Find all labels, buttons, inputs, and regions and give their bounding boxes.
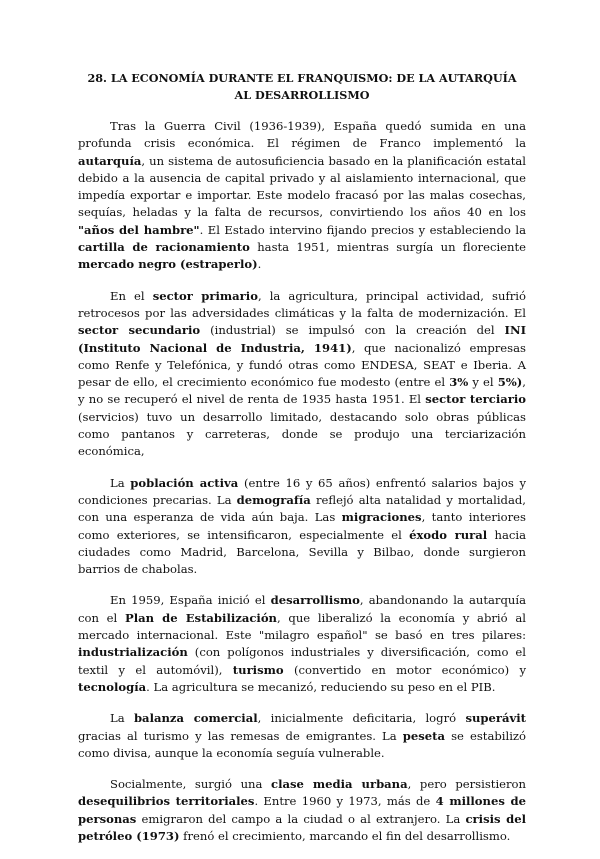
bold-term: población activa — [130, 475, 239, 490]
bold-term: peseta — [402, 728, 446, 743]
text-run: , inicialmente deficitaria, logró — [257, 711, 466, 726]
bold-term: 3% — [449, 375, 469, 390]
text-run: , que nacionalizó empresas como Renfe y Telefónica, y fundó otras como ENDESA, SEAT e Iberia. A pesar de ello, el crecimiento económico fue modesto (entre el — [78, 340, 526, 390]
paragraph-desarrollismo — [78, 592, 526, 696]
text-run: La — [110, 475, 131, 490]
text-run: y el — [468, 375, 498, 390]
bold-term: "años del hambre" — [78, 222, 200, 237]
text-run: . El Estado intervino fijando precios y estableciendo la — [199, 222, 526, 237]
bold-term: sector secundario — [78, 323, 201, 338]
text-run: gracias al turismo y las remesas de emigrantes. La — [78, 728, 403, 743]
text-run: (industrial) se impulsó con la creación del — [200, 323, 505, 338]
bold-term: INI (Instituto Nacional de Industria, 1941) — [78, 323, 526, 355]
text-run: , pero persistieron — [407, 777, 526, 792]
text-run: , un sistema de autosuficiencia basado en la planificación estatal debido a la ausencia de capital privado y al aislamiento internacional, que impedía exportar e importar. Este modelo fracasó por las malas cosechas, sequías, heladas y la falta de recursos, convirtiendo los años 40 en los — [78, 153, 526, 220]
bold-term: balanza comercial — [133, 711, 258, 726]
bold-term: clase media urbana — [271, 777, 408, 792]
document-page — [78, 70, 526, 859]
bold-term: demografía — [236, 492, 311, 507]
text-run: . — [257, 257, 262, 272]
bold-term: migraciones — [341, 510, 422, 525]
text-run: , tanto interiores como exteriores, se intensificaron, especialmente el — [78, 510, 526, 542]
bold-term: sector terciario — [425, 392, 526, 407]
bold-term: mercado negro (estraperlo) — [78, 257, 258, 272]
text-run: . Entre 1960 y 1973, más de — [254, 794, 436, 809]
text-run: En el — [110, 288, 153, 303]
paragraph-poblacion — [78, 475, 526, 579]
bold-term: desequilibrios territoriales — [78, 794, 255, 809]
text-run: hasta 1951, mientras surgía un floreciente — [249, 240, 526, 255]
text-run: , que liberalizó la economía y abrió al mercado internacional. Este "milagro español" se basó en tres pilares: — [78, 610, 526, 643]
paragraph-balanza — [78, 710, 526, 762]
text-run: reflejó alta natalidad y mortalidad, con una esperanza de vida aún baja. Las — [78, 492, 526, 525]
text-run: (con polígonos industriales y diversificación, como el textil y el automóvil), — [78, 645, 526, 677]
text-run: , la agricultura, principal actividad, sufrió retrocesos por las adversidades climáticas y la falta de modernización. El — [78, 288, 526, 320]
paragraph-sectores — [78, 288, 526, 461]
text-run: , y no se recuperó el nivel de renta de 1935 hasta 1951. El — [78, 375, 526, 407]
bold-term: cartilla de racionamiento — [78, 240, 250, 255]
bold-term: industrialización — [78, 645, 188, 660]
bold-term: 4 millones de personas — [78, 794, 527, 826]
text-run: (convertido en motor económico) y — [283, 662, 526, 677]
bold-term: Plan de Estabilización — [124, 610, 277, 625]
bold-term: 5%) — [497, 375, 523, 390]
text-run: se estabilizó como divisa, aunque la economía seguía vulnerable. — [78, 728, 527, 760]
bold-term: tecnología — [78, 679, 147, 694]
bold-term: desarrollismo — [270, 593, 360, 608]
bold-term: sector primario — [152, 288, 258, 303]
text-run: La — [110, 711, 134, 726]
bold-term: turismo — [232, 662, 284, 677]
paragraph-autarquia — [78, 118, 526, 274]
bold-term: éxodo rural — [409, 527, 488, 542]
bold-term: autarquía — [78, 153, 142, 168]
text-run: , abandonando la autarquía con el — [78, 593, 526, 625]
text-run: (servicios) tuvo un desarrollo limitado, destacando solo obras públicas como pantanos y carreteras, donde se produjo una terciarización económica, — [78, 409, 526, 459]
text-run: En 1959, España inició el — [110, 593, 271, 608]
page-title: 28. LA ECONOMÍA DURANTE EL FRANQUISMO: DE LA AUTARQUÍA AL DESARROLLISMO — [87, 71, 517, 102]
text-run: emigraron del campo a la ciudad o al extranjero. La — [136, 811, 466, 826]
paragraph-sociedad — [78, 776, 526, 845]
text-run: (entre 16 y 65 años) enfrentó salarios bajos y condiciones precarias. La — [78, 475, 527, 507]
bold-term: superávit — [465, 711, 527, 726]
text-run: Tras la Guerra Civil (1936-1939), España quedó sumida en una profunda crisis económica. El régimen de Franco implementó la — [78, 119, 526, 151]
text-run: . La agricultura se mecanizó, reduciendo su peso en el PIB. — [146, 679, 496, 694]
bold-term: crisis del petróleo (1973) — [78, 811, 526, 843]
text-run: hacia ciudades como Madrid, Barcelona, Sevilla y Bilbao, donde surgieron barrios de chabolas. — [78, 527, 526, 577]
text-run: Socialmente, surgió una — [110, 777, 272, 792]
text-run: frenó el crecimiento, marcando el fin del desarrollismo. — [179, 828, 511, 843]
